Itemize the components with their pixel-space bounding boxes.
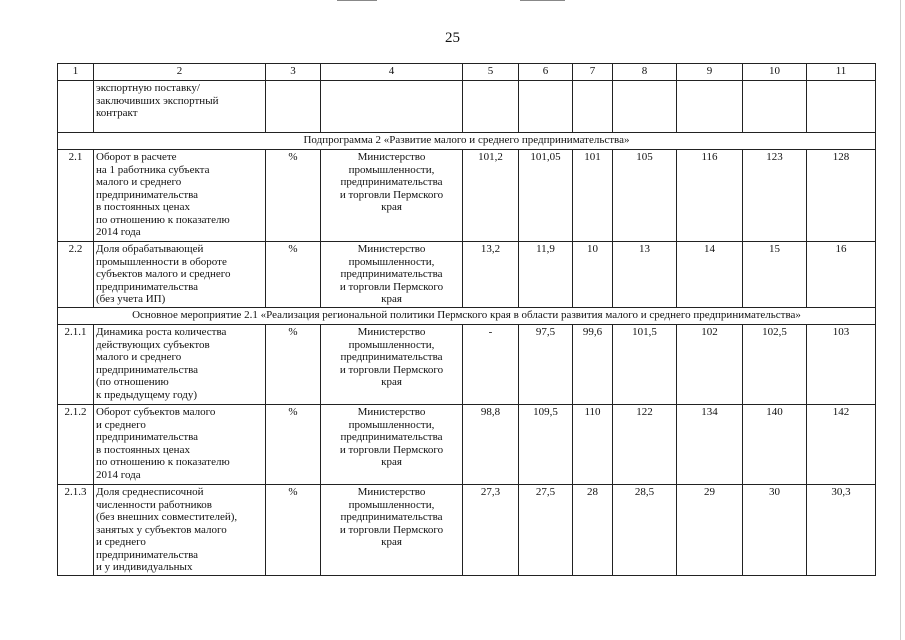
value-cell: 101,2 [463,150,519,242]
header-cell: 5 [463,64,519,81]
empty-cell [321,81,463,133]
indicator-name: Динамика роста количества действующих субъектов малого и среднего предпринимательства (по отношению к предыдущему году) [94,325,266,405]
value-cell: 123 [743,150,807,242]
row-number: 2.1.2 [58,405,94,485]
value-cell: 16 [807,242,876,308]
value-cell: 30,3 [807,485,876,576]
scan-edge [900,0,901,640]
row-number: 2.1.1 [58,325,94,405]
unit-cell: % [266,485,321,576]
unit-cell: % [266,150,321,242]
value-cell: 102 [677,325,743,405]
value-cell: 97,5 [519,325,573,405]
value-cell: 140 [743,405,807,485]
value-cell: 10 [573,242,613,308]
table-row [58,405,876,485]
value-cell: 103 [807,325,876,405]
header-cell: 6 [519,64,573,81]
subprogram-title: Подпрограмма 2 «Развитие малого и среднего предпринимательства» [58,133,876,150]
empty-cell [463,81,519,133]
header-cell: 11 [807,64,876,81]
value-cell: 128 [807,150,876,242]
value-cell: 109,5 [519,405,573,485]
empty-cell [519,81,573,133]
measure-title: Основное мероприятие 2.1 «Реализация региональной политики Пермского края в области развития малого и среднего предпринимательства» [58,308,876,325]
empty-cell [743,81,807,133]
value-cell: 11,9 [519,242,573,308]
table-row [58,150,876,242]
header-cell: 1 [58,64,94,81]
value-cell: 101,5 [613,325,677,405]
value-cell: 98,8 [463,405,519,485]
indicators-table [57,63,876,576]
top-rule-right [520,0,565,1]
empty-cell [807,81,876,133]
executor-cell: Министерство промышленности, предпринимательства и торговли Пермского края [321,242,463,308]
table-row [58,242,876,308]
value-cell: 101 [573,150,613,242]
value-cell: 14 [677,242,743,308]
value-cell: 142 [807,405,876,485]
table-row [58,485,876,576]
header-cell: 10 [743,64,807,81]
unit-cell: % [266,325,321,405]
subprogram-row [58,133,876,150]
indicator-name: Доля обрабатывающей промышленности в обороте субъектов малого и среднего предпринимательства (без учета ИП) [94,242,266,308]
executor-cell: Министерство промышленности, предпринимательства и торговли Пермского края [321,405,463,485]
value-cell: 116 [677,150,743,242]
empty-cell [58,81,94,133]
unit-cell: % [266,242,321,308]
header-row [58,64,876,81]
value-cell: 101,05 [519,150,573,242]
measure-row [58,308,876,325]
executor-cell: Министерство промышленности, предпринимательства и торговли Пермского края [321,485,463,576]
value-cell: 29 [677,485,743,576]
value-cell: 30 [743,485,807,576]
value-cell: 105 [613,150,677,242]
executor-cell: Министерство промышленности, предпринимательства и торговли Пермского края [321,325,463,405]
value-cell: - [463,325,519,405]
row-number: 2.2 [58,242,94,308]
value-cell: 15 [743,242,807,308]
page-number: 25 [445,30,460,46]
row-number: 2.1 [58,150,94,242]
continuation-row [58,81,876,133]
value-cell: 110 [573,405,613,485]
empty-cell [573,81,613,133]
table-row [58,325,876,405]
value-cell: 28 [573,485,613,576]
header-cell: 8 [613,64,677,81]
header-cell: 7 [573,64,613,81]
top-rule-left [337,0,377,1]
indicator-name: Оборот в расчете на 1 работника субъекта малого и среднего предпринимательства в постоянных ценах по отношению к показателю 2014 года [94,150,266,242]
empty-cell [677,81,743,133]
value-cell: 134 [677,405,743,485]
indicator-name: экспортную поставку/ заключивших экспортный контракт [94,81,266,133]
header-cell: 4 [321,64,463,81]
value-cell: 28,5 [613,485,677,576]
empty-cell [266,81,321,133]
indicator-name: Доля среднесписочной численности работников (без внешних совместителей), занятых у субъектов малого и среднего предпринимательства и у индивидуальных [94,485,266,576]
indicator-name: Оборот субъектов малого и среднего предпринимательства в постоянных ценах по отношению к показателю 2014 года [94,405,266,485]
value-cell: 13,2 [463,242,519,308]
empty-cell [613,81,677,133]
value-cell: 102,5 [743,325,807,405]
header-cell: 3 [266,64,321,81]
header-cell: 9 [677,64,743,81]
value-cell: 99,6 [573,325,613,405]
value-cell: 122 [613,405,677,485]
value-cell: 13 [613,242,677,308]
unit-cell: % [266,405,321,485]
row-number: 2.1.3 [58,485,94,576]
value-cell: 27,3 [463,485,519,576]
value-cell: 27,5 [519,485,573,576]
header-cell: 2 [94,64,266,81]
executor-cell: Министерство промышленности, предпринимательства и торговли Пермского края [321,150,463,242]
